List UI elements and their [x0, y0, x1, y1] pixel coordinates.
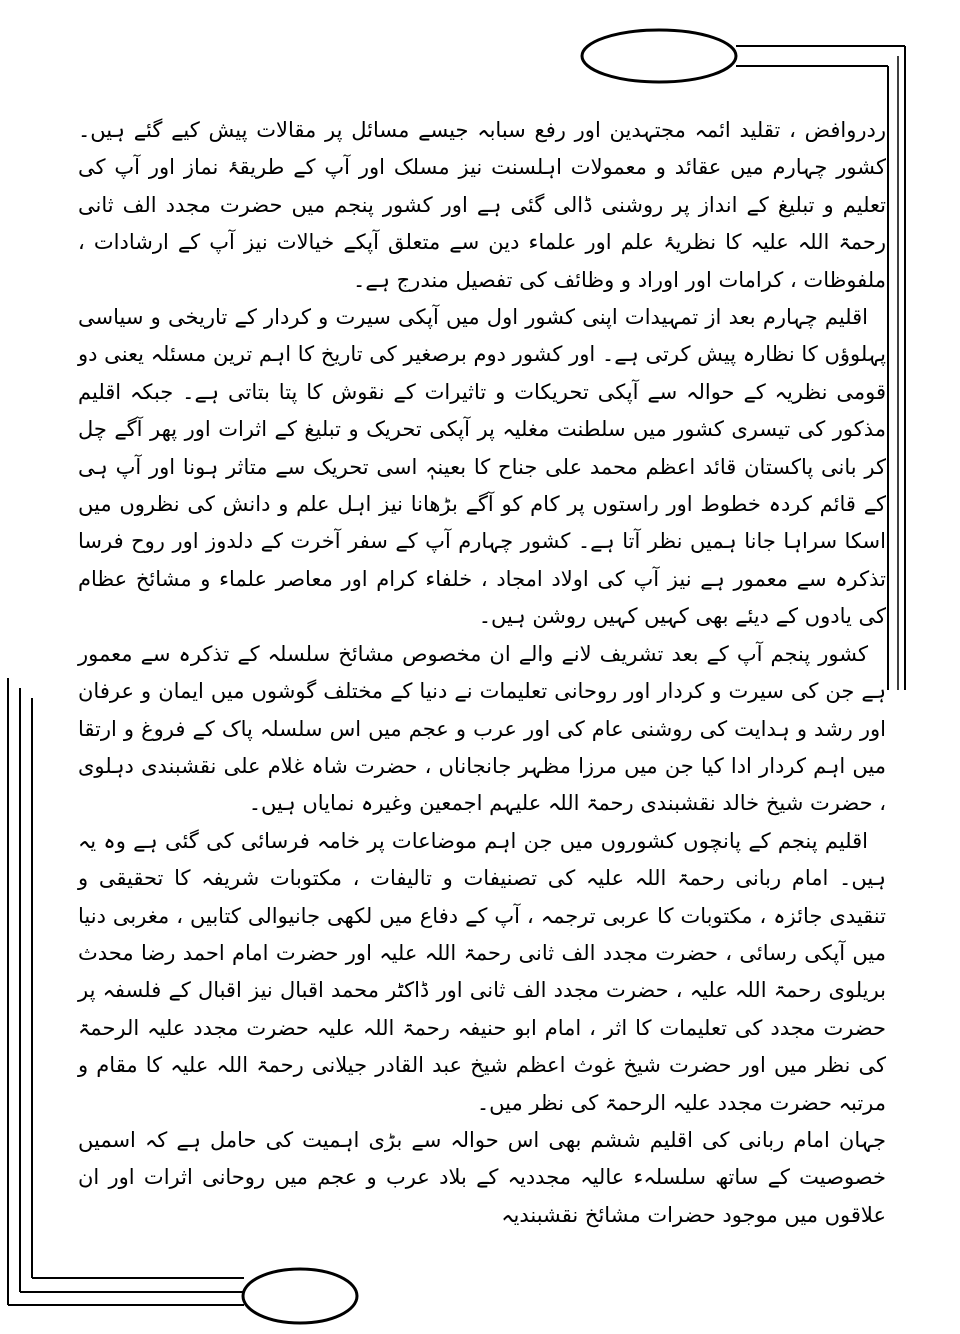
paragraph-5: جہان امام ربانی کی اقلیم ششم بھی اس حوالہ سے بڑی اہمیت کی حامل ہے کہ اسمیں خصوصیت کے ساتھ سلسلہء عالیہ مجددیہ کے بلاد عرب و عجم میں روحانی اثرات اور ان علاقوں میں موجود حضرات مشائخ نقشبندیہ [78, 1127, 886, 1227]
paragraph-2: اقلیم چہارم بعد از تمہیدات اپنی کشور اول میں آپکی سیرت و کردار کے تاریخی و سیاسی پہلوؤں کا نظارہ پیش کرتی ہے۔ اور کشور دوم برصغیر کی تاریخ کا اہم ترین مسئلہ یعنی دو قومی نظریہ کے حوالہ سے آپکی تحریکات و تاثیرات کے نقوش کا پتا بتاتی ہے۔ جبکہ اقلیم مذکور کی تیسری کشور میں سلطنت مغلیہ پر آپکی تحریک و تبلیغ کے اثرات اور پھر آگے چل کر بانی پاکستان قائد اعظم محمد علی جناح کا بعینہٖ اسی تحریک سے متاثر ہونا اور آپ ہی کے قائم کردہ خطوط اور راستوں پر کام کو آگے بڑھانا نیز اہل علم و دانش کی نظروں میں اسکا سراہا جانا ہمیں نظر آتا ہے۔ کشور چہارم آپ کے سفر آخرت کے دلدوز اور روح فرسا تذکرہ سے معمور ہے نیز آپ کی اولاد امجاد ، خلفاء کرام اور معاصر علماء و مشائخ عظام کی یادوں کے دیئے بھی کہیں کہیں روشن ہیں۔ [78, 305, 886, 629]
paragraph-4: اقلیم پنجم کے پانچوں کشوروں میں جن اہم موضاعات پر خامہ فرسائی کی گئی ہے وہ یہ ہیں۔ امام ربانی رحمۃ اللہ علیہ کی تصنیفات و تالیفات ، مکتوبات شریفہ کا تحقیقی و تنقیدی جائزہ ، مکتوبات کا عربی ترجمہ ، آپ کے دفاع میں لکھی جانیوالی کتابیں ، مغربی دنیا میں آپکی رسائی ، حضرت مجدد الف ثانی رحمۃ اللہ علیہ اور حضرت امام احمد رضا محدث بریلوی رحمۃ اللہ علیہ ، حضرت مجدد الف ثانی اور ڈاکٹر محمد اقبال نیز اقبال کے فلسفہ پر حضرت مجدد کی تعلیمات کا اثر ، امام ابو حنیفہ رحمۃ اللہ علیہ حضرت مجدد علیہ الرحمۃ کی نظر میں اور حضرت شیخ غوث اعظم شیخ عبد القادر جیلانی رحمۃ اللہ علیہ کا مقام و مرتبہ حضرت مجدد علیہ الرحمۃ کی نظر میں۔ [78, 828, 886, 1115]
top-oval-ornament [582, 30, 736, 82]
paragraph-1: ردروافض ، تقلید ائمہ مجتہدین اور رفع سبابہ جیسے مسائل پر مقالات پیش کیے گئے ہیں۔ کشور چہارم میں عقائد و معمولات اہلسنت نیز مسلک اور آپ کے طریقۂ نماز اور آپ کی تعلیم و تبلیغ کے انداز پر روشنی ڈالی گئی ہے اور کشور پنجم میں حضرت مجدد الف ثانی رحمۃ اللہ علیہ کا نظریۂ علم اور علماء دین سے متعلق آپکے خیالات نیز آپ کے ارشادات ، ملفوظات ، کرامات اور اوراد و وظائف کی تفصیل مندرج ہے۔ [78, 118, 886, 292]
page-body [78, 112, 886, 1234]
bottom-oval-ornament [243, 1269, 357, 1323]
paragraph-3: کشور پنجم آپ کے بعد تشریف لانے والے ان مخصوص مشائخ سلسلہ کے تذکرہ سے معمور ہے جن کی سیرت و کردار اور روحانی تعلیمات نے دنیا کے مختلف گوشوں میں ایمان و عرفان اور رشد و ہدایت کی روشنی عام کی اور عرب و عجم میں اس سلسلہ پاک کے فروغ و ارتقا میں اہم کردار ادا کیا جن میں مرزا مظہر جانجاناں ، حضرت شاہ غلام علی نقشبندی دہلوی ، حضرت شیخ خالد نقشبندی رحمۃ اللہ علیہم اجمعین وغیرہ نمایاں ہیں۔ [78, 641, 886, 816]
